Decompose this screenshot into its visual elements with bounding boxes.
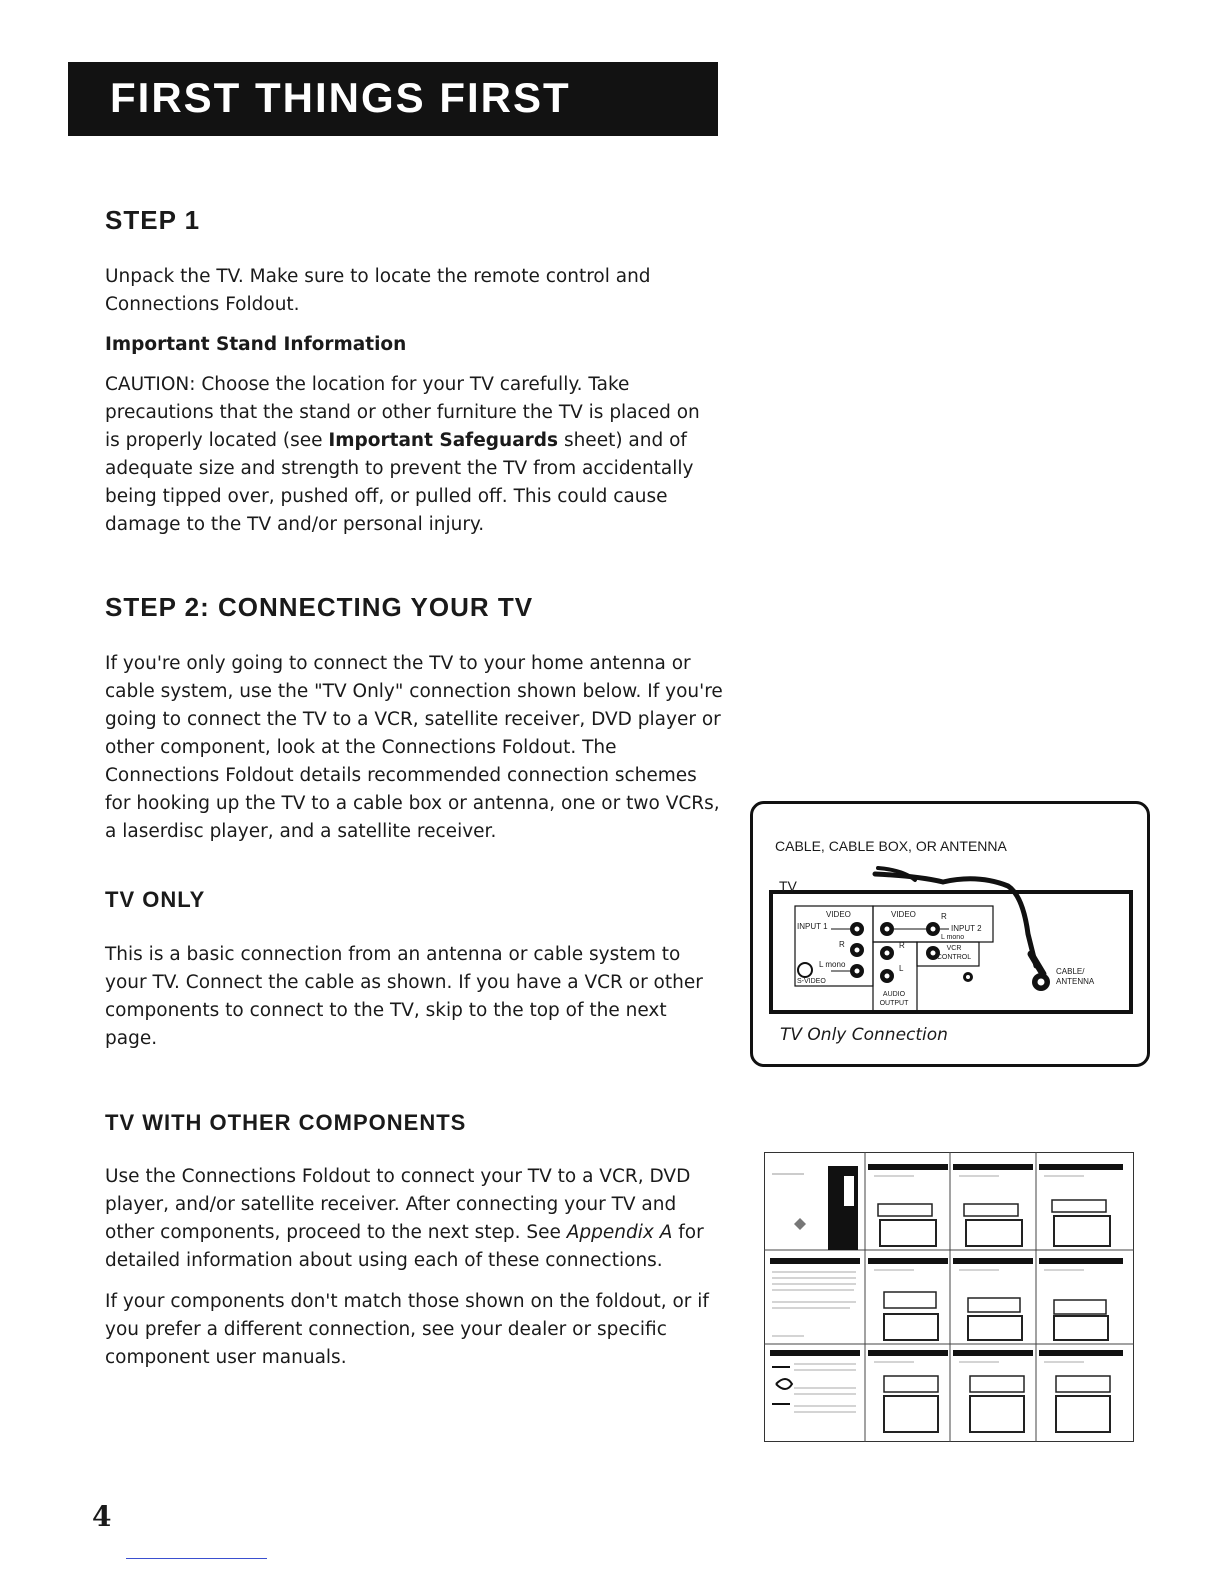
tv-only-diagram <box>750 801 1150 1067</box>
jack-label-cable-antenna: CABLE/ ANTENNA <box>1056 967 1095 986</box>
caution-paragraph <box>105 371 710 539</box>
jack-label-input1: INPUT 1 <box>797 922 828 931</box>
stand-info-subheading: Important Stand Information <box>105 334 407 355</box>
jack-label-vcr-control: VCR CONTROL <box>936 945 972 961</box>
jack-label-svideo: S-VIDEO <box>797 978 826 985</box>
connections-foldout-thumbnail <box>764 1152 1134 1442</box>
jack-label-r-1: R <box>839 940 845 949</box>
jack-label-r-2: R <box>941 912 947 921</box>
footer-rule <box>126 1558 267 1559</box>
jack-label-l-3: L <box>899 964 904 973</box>
jack-label-video-1: VIDEO <box>826 910 851 919</box>
tv-only-heading: TV ONLY <box>105 887 206 912</box>
tv-only-body: This is a basic connection from an antenna or cable system to your TV. Connect the cable as shown. If you have a VCR or other components to connect to the TV, skip to the top of the next page. <box>105 944 703 1049</box>
jack-label-r-3: R <box>899 941 905 950</box>
svideo-jack <box>798 963 812 977</box>
caution-text-start: CAUTION: Choose the location for your TV carefully. Take precautions that the stand or other furniture the TV is placed on is properly located (see <box>105 374 700 451</box>
tv-other-heading: TV WITH OTHER COMPONENTS <box>105 1110 467 1135</box>
jack-label-lmono-2: L mono <box>941 934 965 941</box>
jack-label-lmono-1: L mono <box>819 960 846 969</box>
jack-label-video-2: VIDEO <box>891 910 916 919</box>
jack-label-audio-output: AUDIO OUTPUT <box>879 991 909 1007</box>
diagram-caption: TV Only Connection <box>780 1025 948 1045</box>
tv-other-body-1-start: Use the Connections Foldout to connect your TV to a VCR, DVD player, and/or satellite receiver. After connecting your TV and other components, proceed to the next step. See <box>105 1166 691 1243</box>
banner-title: FIRST THINGS FIRST <box>110 74 571 121</box>
step1-intro: Unpack the TV. Make sure to locate the remote control and Connections Foldout. <box>105 266 651 315</box>
tv-other-body-1-end: for detailed information about using each of these connections. <box>105 1222 704 1271</box>
step2-body: If you're only going to connect the TV to your home antenna or cable system, use the "TV Only" connection shown below. If you're going to connect the TV to a VCR, satellite receiver, DVD player or other component, look at the Connections Foldout. The Connections Foldout details recommended connection schemes for hooking up the TV to a cable box or antenna, one or two VCRs, a laserdisc player, and a satellite receiver. <box>105 653 723 842</box>
step1-heading: STEP 1 <box>105 205 201 235</box>
tv-label: TV <box>779 878 797 894</box>
step2-heading: STEP 2: CONNECTING YOUR TV <box>105 592 534 622</box>
tv-other-body-2: If your components don't match those shown on the foldout, or if you prefer a different connection, see your dealer or specific component user manuals. <box>105 1291 709 1368</box>
caution-text-end: sheet) and of adequate size and strength to prevent the TV from accidentally being tipped over, pushed off, or pulled off. This could cause damage to the TV and/or personal injury. <box>105 430 694 535</box>
foldout-image <box>764 1152 1134 1442</box>
cable-connector <box>1031 954 1043 974</box>
tv-other-body-1 <box>105 1163 710 1275</box>
source-label: CABLE, CABLE BOX, OR ANTENNA <box>775 838 1007 854</box>
appendix-a-ref: Appendix A <box>566 1222 673 1243</box>
page-number: 4 <box>92 1500 112 1533</box>
jack-label-input2: INPUT 2 <box>951 924 982 933</box>
important-safeguards-ref: Important Safeguards <box>328 430 559 451</box>
section-banner <box>68 62 718 136</box>
